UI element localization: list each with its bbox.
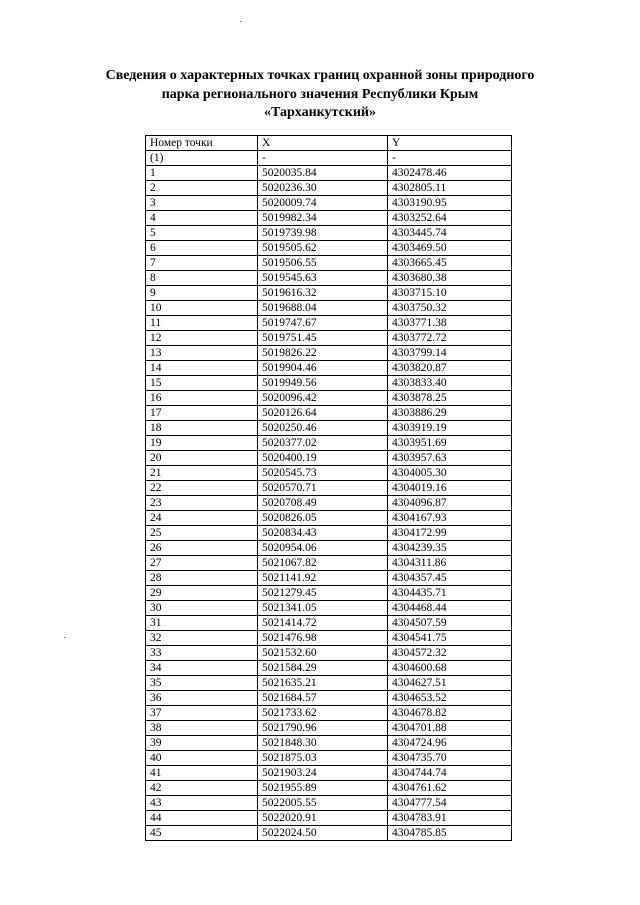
cell-y: 4304507.59 bbox=[388, 616, 512, 631]
cell-y: 4304678.82 bbox=[388, 706, 512, 721]
cell-x: 5021684.57 bbox=[258, 691, 388, 706]
cell-y: 4303772.72 bbox=[388, 331, 512, 346]
cell-y: 4304167.93 bbox=[388, 511, 512, 526]
cell-point-number: 3 bbox=[146, 196, 258, 211]
cell-y: 4304311.86 bbox=[388, 556, 512, 571]
cell-y: 4304724.96 bbox=[388, 736, 512, 751]
cell-y: 4304541.75 bbox=[388, 631, 512, 646]
subheader-x: - bbox=[258, 151, 388, 166]
table-row bbox=[146, 451, 512, 466]
cell-x: 5019616.32 bbox=[258, 286, 388, 301]
cell-y: 4303820.87 bbox=[388, 361, 512, 376]
header-x: X bbox=[258, 136, 388, 151]
table-row bbox=[146, 736, 512, 751]
cell-x: 5021584.29 bbox=[258, 661, 388, 676]
table-row bbox=[146, 466, 512, 481]
cell-y: 4303886.29 bbox=[388, 406, 512, 421]
table-row bbox=[146, 616, 512, 631]
cell-point-number: 2 bbox=[146, 181, 258, 196]
cell-y: 4303190.95 bbox=[388, 196, 512, 211]
cell-point-number: 35 bbox=[146, 676, 258, 691]
cell-y: 4304172.99 bbox=[388, 526, 512, 541]
cell-x: 5019949.56 bbox=[258, 376, 388, 391]
cell-y: 4303799.14 bbox=[388, 346, 512, 361]
cell-y: 4303771.38 bbox=[388, 316, 512, 331]
cell-point-number: 25 bbox=[146, 526, 258, 541]
cell-y: 4304744.74 bbox=[388, 766, 512, 781]
cell-point-number: 15 bbox=[146, 376, 258, 391]
cell-x: 5020096.42 bbox=[258, 391, 388, 406]
cell-x: 5022024.50 bbox=[258, 826, 388, 841]
table-row bbox=[146, 316, 512, 331]
cell-point-number: 12 bbox=[146, 331, 258, 346]
cell-x: 5021414.72 bbox=[258, 616, 388, 631]
cell-y: 4302478.46 bbox=[388, 166, 512, 181]
cell-y: 4304761.62 bbox=[388, 781, 512, 796]
cell-point-number: 43 bbox=[146, 796, 258, 811]
cell-x: 5022005.55 bbox=[258, 796, 388, 811]
cell-y: 4303957.63 bbox=[388, 451, 512, 466]
cell-x: 5021635.21 bbox=[258, 676, 388, 691]
cell-y: 4304572.32 bbox=[388, 646, 512, 661]
table-row bbox=[146, 406, 512, 421]
cell-point-number: 26 bbox=[146, 541, 258, 556]
title-line-2: парка регионального значения Республики Крым bbox=[161, 86, 479, 102]
cell-point-number: 32 bbox=[146, 631, 258, 646]
cell-x: 5020400.19 bbox=[258, 451, 388, 466]
table-row bbox=[146, 796, 512, 811]
cell-y: 4304468.44 bbox=[388, 601, 512, 616]
cell-point-number: 29 bbox=[146, 586, 258, 601]
cell-y: 4303715.10 bbox=[388, 286, 512, 301]
cell-point-number: 38 bbox=[146, 721, 258, 736]
table-row bbox=[146, 181, 512, 196]
cell-x: 5020250.46 bbox=[258, 421, 388, 436]
cell-y: 4302805.11 bbox=[388, 181, 512, 196]
cell-point-number: 1 bbox=[146, 166, 258, 181]
table-row bbox=[146, 766, 512, 781]
table-row bbox=[146, 376, 512, 391]
cell-x: 5021341.05 bbox=[258, 601, 388, 616]
table-row bbox=[146, 571, 512, 586]
cell-x: 5021141.92 bbox=[258, 571, 388, 586]
subheader-point-number: (1) bbox=[146, 151, 258, 166]
table-row bbox=[146, 556, 512, 571]
cell-y: 4303951.69 bbox=[388, 436, 512, 451]
cell-y: 4304627.51 bbox=[388, 676, 512, 691]
cell-point-number: 20 bbox=[146, 451, 258, 466]
cell-y: 4304357.45 bbox=[388, 571, 512, 586]
cell-x: 5020570.71 bbox=[258, 481, 388, 496]
cell-y: 4303878.25 bbox=[388, 391, 512, 406]
cell-point-number: 13 bbox=[146, 346, 258, 361]
cell-y: 4304005.30 bbox=[388, 466, 512, 481]
cell-y: 4304096.87 bbox=[388, 496, 512, 511]
cell-y: 4303833.40 bbox=[388, 376, 512, 391]
cell-point-number: 31 bbox=[146, 616, 258, 631]
table-row bbox=[146, 226, 512, 241]
table-row bbox=[146, 391, 512, 406]
table-row bbox=[146, 691, 512, 706]
table-row bbox=[146, 241, 512, 256]
cell-y: 4304600.68 bbox=[388, 661, 512, 676]
cell-y: 4304785.85 bbox=[388, 826, 512, 841]
cell-x: 5019982.34 bbox=[258, 211, 388, 226]
table-row bbox=[146, 661, 512, 676]
table-row bbox=[146, 196, 512, 211]
cell-x: 5019904.46 bbox=[258, 361, 388, 376]
cell-x: 5021532.60 bbox=[258, 646, 388, 661]
cell-x: 5019739.98 bbox=[258, 226, 388, 241]
cell-y: 4304701.88 bbox=[388, 721, 512, 736]
subheader-y: - bbox=[388, 151, 512, 166]
cell-x: 5020126.64 bbox=[258, 406, 388, 421]
cell-point-number: 6 bbox=[146, 241, 258, 256]
cell-y: 4304783.91 bbox=[388, 811, 512, 826]
cell-point-number: 7 bbox=[146, 256, 258, 271]
cell-y: 4304735.70 bbox=[388, 751, 512, 766]
cell-x: 5020826.05 bbox=[258, 511, 388, 526]
cell-point-number: 4 bbox=[146, 211, 258, 226]
cell-y: 4303680.38 bbox=[388, 271, 512, 286]
table-header-row bbox=[146, 136, 512, 151]
table-row bbox=[146, 286, 512, 301]
document-title bbox=[80, 67, 560, 123]
cell-x: 5019688.04 bbox=[258, 301, 388, 316]
table-row bbox=[146, 211, 512, 226]
cell-x: 5020377.02 bbox=[258, 436, 388, 451]
table-row bbox=[146, 751, 512, 766]
cell-point-number: 27 bbox=[146, 556, 258, 571]
cell-x: 5022020.91 bbox=[258, 811, 388, 826]
cell-y: 4304435.71 bbox=[388, 586, 512, 601]
table-row bbox=[146, 646, 512, 661]
cell-point-number: 33 bbox=[146, 646, 258, 661]
table-row bbox=[146, 511, 512, 526]
table-row bbox=[146, 541, 512, 556]
cell-point-number: 19 bbox=[146, 436, 258, 451]
cell-y: 4304777.54 bbox=[388, 796, 512, 811]
table-row bbox=[146, 481, 512, 496]
cell-x: 5020236.30 bbox=[258, 181, 388, 196]
table-row bbox=[146, 706, 512, 721]
cell-x: 5021733.62 bbox=[258, 706, 388, 721]
cell-x: 5021790.96 bbox=[258, 721, 388, 736]
table-row bbox=[146, 586, 512, 601]
cell-point-number: 36 bbox=[146, 691, 258, 706]
table-row bbox=[146, 811, 512, 826]
table-row bbox=[146, 436, 512, 451]
table-row bbox=[146, 331, 512, 346]
cell-point-number: 24 bbox=[146, 511, 258, 526]
cell-x: 5020708.49 bbox=[258, 496, 388, 511]
cell-point-number: 39 bbox=[146, 736, 258, 751]
cell-x: 5020954.06 bbox=[258, 541, 388, 556]
cell-point-number: 8 bbox=[146, 271, 258, 286]
cell-point-number: 45 bbox=[146, 826, 258, 841]
cell-point-number: 44 bbox=[146, 811, 258, 826]
cell-point-number: 22 bbox=[146, 481, 258, 496]
cell-x: 5019747.67 bbox=[258, 316, 388, 331]
cell-x: 5020545.73 bbox=[258, 466, 388, 481]
table-row bbox=[146, 361, 512, 376]
table-row bbox=[146, 301, 512, 316]
cell-x: 5020035.84 bbox=[258, 166, 388, 181]
cell-point-number: 14 bbox=[146, 361, 258, 376]
cell-y: 4303469.50 bbox=[388, 241, 512, 256]
cell-x: 5019505.62 bbox=[258, 241, 388, 256]
cell-x: 5019506.55 bbox=[258, 256, 388, 271]
table-row bbox=[146, 526, 512, 541]
title-line-3: «Тарханкутский» bbox=[264, 105, 376, 120]
cell-point-number: 28 bbox=[146, 571, 258, 586]
cell-point-number: 21 bbox=[146, 466, 258, 481]
cell-x: 5019751.45 bbox=[258, 331, 388, 346]
cell-y: 4304019.16 bbox=[388, 481, 512, 496]
cell-x: 5020009.74 bbox=[258, 196, 388, 211]
table-body bbox=[146, 166, 512, 841]
cell-x: 5021903.24 bbox=[258, 766, 388, 781]
scan-speck bbox=[64, 637, 66, 638]
cell-x: 5021279.45 bbox=[258, 586, 388, 601]
cell-x: 5021848.30 bbox=[258, 736, 388, 751]
cell-point-number: 40 bbox=[146, 751, 258, 766]
table-row bbox=[146, 496, 512, 511]
cell-point-number: 5 bbox=[146, 226, 258, 241]
cell-y: 4304239.35 bbox=[388, 541, 512, 556]
table-row bbox=[146, 346, 512, 361]
table-row bbox=[146, 631, 512, 646]
cell-y: 4303750.32 bbox=[388, 301, 512, 316]
table-row bbox=[146, 166, 512, 181]
table-row bbox=[146, 601, 512, 616]
table-row bbox=[146, 781, 512, 796]
cell-y: 4304653.52 bbox=[388, 691, 512, 706]
coordinates-table bbox=[145, 135, 512, 841]
cell-y: 4303252.64 bbox=[388, 211, 512, 226]
table-row bbox=[146, 421, 512, 436]
cell-x: 5019545.63 bbox=[258, 271, 388, 286]
scan-speck bbox=[240, 21, 242, 22]
cell-point-number: 23 bbox=[146, 496, 258, 511]
cell-x: 5021067.82 bbox=[258, 556, 388, 571]
cell-point-number: 30 bbox=[146, 601, 258, 616]
cell-x: 5020834.43 bbox=[258, 526, 388, 541]
cell-x: 5021875.03 bbox=[258, 751, 388, 766]
cell-point-number: 10 bbox=[146, 301, 258, 316]
table-row bbox=[146, 256, 512, 271]
cell-x: 5021955.89 bbox=[258, 781, 388, 796]
cell-y: 4303919.19 bbox=[388, 421, 512, 436]
table-row bbox=[146, 271, 512, 286]
table-row bbox=[146, 826, 512, 841]
cell-point-number: 42 bbox=[146, 781, 258, 796]
cell-point-number: 37 bbox=[146, 706, 258, 721]
header-y: Y bbox=[388, 136, 512, 151]
cell-point-number: 9 bbox=[146, 286, 258, 301]
table-row bbox=[146, 676, 512, 691]
cell-point-number: 34 bbox=[146, 661, 258, 676]
cell-x: 5019826.22 bbox=[258, 346, 388, 361]
cell-point-number: 18 bbox=[146, 421, 258, 436]
cell-x: 5021476.98 bbox=[258, 631, 388, 646]
cell-point-number: 16 bbox=[146, 391, 258, 406]
title-line-1: Сведения о характерных точках границ охранной зоны природного bbox=[105, 68, 535, 83]
cell-point-number: 41 bbox=[146, 766, 258, 781]
header-point-number: Номер точки bbox=[146, 136, 258, 151]
cell-point-number: 11 bbox=[146, 316, 258, 331]
cell-y: 4303665.45 bbox=[388, 256, 512, 271]
table-row bbox=[146, 721, 512, 736]
cell-point-number: 17 bbox=[146, 406, 258, 421]
table-subheader-row bbox=[146, 151, 512, 166]
cell-y: 4303445.74 bbox=[388, 226, 512, 241]
